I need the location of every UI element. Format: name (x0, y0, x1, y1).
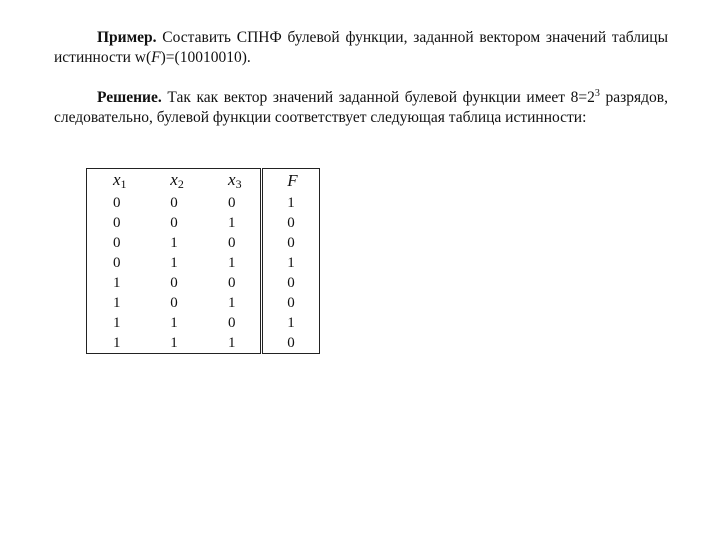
example-label: Пример. (97, 29, 157, 46)
table-cell: 0 (262, 213, 320, 233)
header-x3: $x_3$ (228, 170, 242, 191)
table-cell: 0 (113, 214, 121, 231)
table-row (87, 333, 320, 354)
table-row (87, 293, 320, 313)
table-cell: 1 (170, 314, 178, 331)
table-row (87, 253, 320, 273)
table-cell: 1 (228, 294, 236, 311)
solution-paragraph (54, 88, 668, 128)
table-cell: 0 (228, 314, 236, 331)
header-x2: $x_2$ (170, 170, 184, 191)
table-cell: 1 (170, 254, 178, 271)
table-cell: 1 (113, 274, 121, 291)
table-cell: 1 (170, 234, 178, 251)
table-cell: 1 (113, 334, 121, 351)
table-cell: 0 (228, 194, 236, 211)
table-cell: 0 (113, 194, 121, 211)
example-text-before: Составить СПНФ булевой функции, заданной вектором значений таблицы истинности w( (54, 29, 668, 66)
table-cell: 0 (262, 293, 320, 313)
table-cell: 0 (113, 254, 121, 271)
table-cell: 1 (228, 214, 236, 231)
header-x1: $x_1$ (113, 170, 127, 191)
solution-label: Решение. (97, 89, 162, 106)
table-cell: 1 (170, 334, 178, 351)
solution-text-before: Так как вектор значений заданной булевой функции имеет 8=2 (161, 89, 595, 106)
truth-table-header-row (87, 169, 320, 194)
table-cell: 0 (262, 333, 320, 354)
table-row (87, 233, 320, 253)
table-cell: 1 (262, 313, 320, 333)
table-row (87, 193, 320, 213)
table-cell: 1 (262, 253, 320, 273)
table-cell: 0 (170, 194, 178, 211)
table-cell: 0 (228, 274, 236, 291)
table-cell: 1 (113, 294, 121, 311)
table-cell: 0 (170, 294, 178, 311)
table-cell: 0 (113, 234, 121, 251)
solution-text-after: разрядов, следовательно, булевой функции соответствует следующая таблица истинности: (54, 89, 668, 126)
truth-table (86, 168, 320, 354)
table-cell: 0 (228, 234, 236, 251)
solution-exponent: 3 (594, 88, 600, 99)
table-row (87, 213, 320, 233)
table-cell: 0 (170, 274, 178, 291)
table-cell: 1 (228, 334, 236, 351)
table-cell: 1 (262, 193, 320, 213)
header-f: F (262, 169, 320, 194)
table-cell: 0 (170, 214, 178, 231)
example-paragraph (54, 28, 668, 68)
table-cell: 0 (262, 233, 320, 253)
table-row (87, 273, 320, 293)
example-text-after: )=(10010010). (160, 49, 251, 66)
table-row (87, 313, 320, 333)
table-cell: 0 (262, 273, 320, 293)
example-function-var: F (151, 49, 161, 66)
table-cell: 1 (228, 254, 236, 271)
table-cell: 1 (113, 314, 121, 331)
